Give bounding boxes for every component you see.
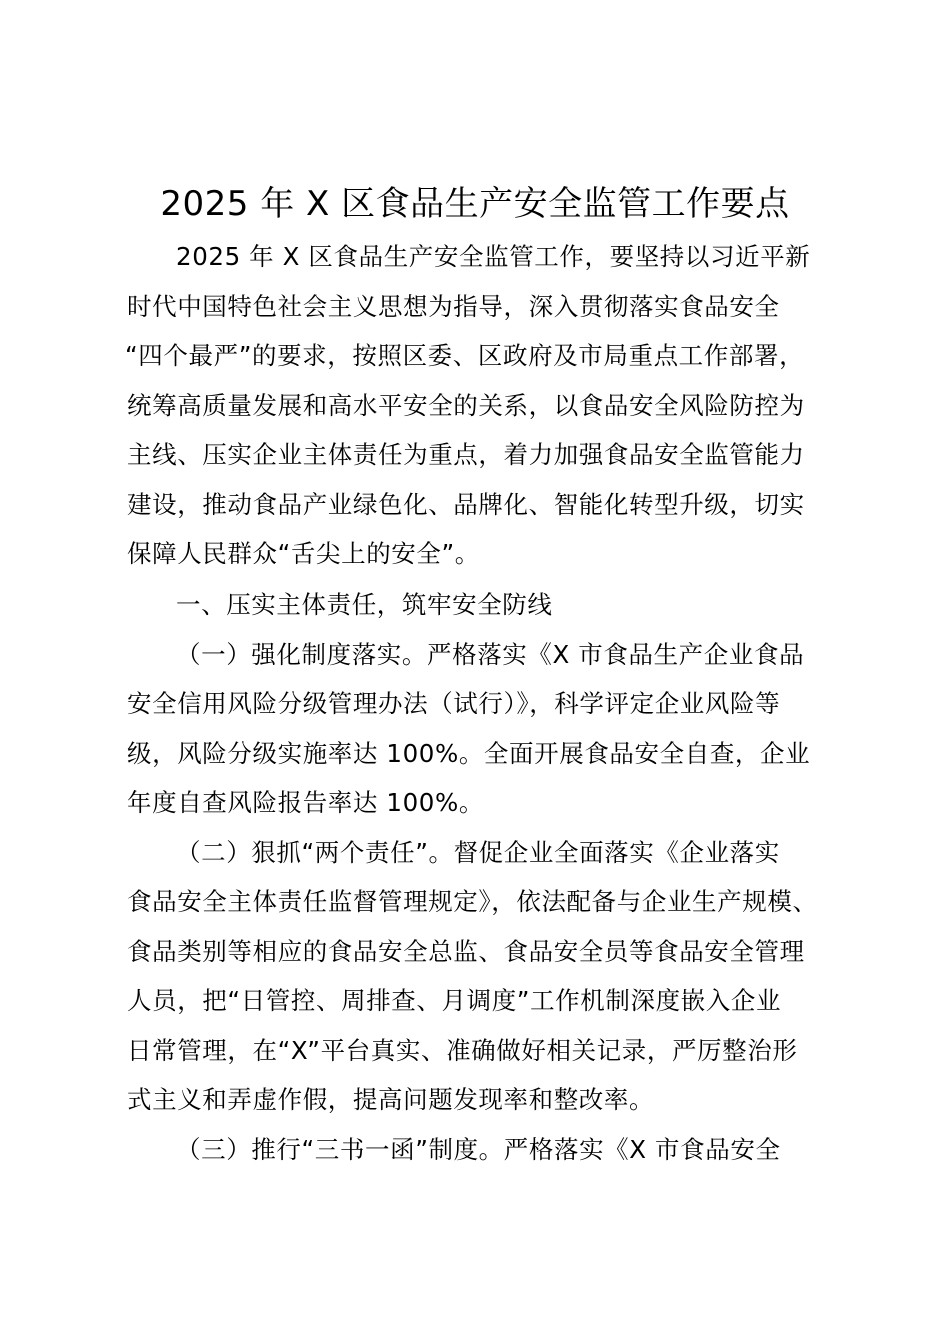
- document-title: 2025 年 X 区食品生产安全监管工作要点: [160, 184, 790, 224]
- paragraph-line: 人员，把“日管控、周排查、月调度”工作机制深度嵌入企业: [127, 986, 782, 1015]
- paragraph-line: （一）强化制度落实。严格落实《X 市食品生产企业食品: [176, 639, 805, 669]
- paragraph-line: 建设，推动食品产业绿色化、品牌化、智能化转型升级，切实: [127, 489, 805, 519]
- paragraph-line: 式主义和弄虚作假，提高问题发现率和整改率。: [127, 1085, 655, 1114]
- paragraph-line: （二）狠抓“两个责任”。督促企业全面落实《企业落实: [176, 837, 780, 867]
- paragraph-line: 年度自查风险报告率达 100%。: [127, 788, 484, 817]
- document-body: [127, 232, 839, 1174]
- section-heading-text: 一、压实主体责任，筑牢安全防线: [176, 589, 553, 619]
- section-heading: [127, 579, 839, 630]
- paragraph-line: 主线、压实企业主体责任为重点，着力加强食品安全监管能力: [127, 440, 805, 469]
- paragraph-intro: [127, 232, 839, 579]
- paragraph-line: 安全信用风险分级管理办法（试行）》，科学评定企业风险等: [127, 689, 781, 718]
- paragraph-line: 日常管理，在“X”平台真实、准确做好相关记录，严厉整治形: [127, 1035, 798, 1065]
- paragraph-item-3: [127, 1125, 839, 1175]
- paragraph-line: 食品安全主体责任监督管理规定》，依法配备与企业生产规模、: [127, 887, 818, 916]
- paragraph-line: 统筹高质量发展和高水平安全的关系，以食品安全风险防控为: [127, 390, 805, 420]
- paragraph-line: （三）推行“三书一函”制度。严格落实《X 市食品安全: [176, 1134, 781, 1164]
- paragraph-line: 时代中国特色社会主义思想为指导，深入贯彻落实食品安全: [127, 291, 780, 321]
- paragraph-line: 保障人民群众“舌尖上的安全”。: [127, 539, 480, 568]
- paragraph-line: 2025 年 X 区食品生产安全监管工作，要坚持以习近平新: [176, 242, 811, 271]
- paragraph-line: 食品类别等相应的食品安全总监、食品安全员等食品安全管理: [127, 936, 805, 966]
- paragraph-item-2: [127, 828, 839, 1125]
- paragraph-item-1: [127, 630, 839, 828]
- paragraph-line: 级，风险分级实施率达 100%。全面开展食品安全自查，企业: [127, 738, 811, 768]
- paragraph-line: “四个最严”的要求，按照区委、区政府及市局重点工作部署，: [125, 341, 805, 370]
